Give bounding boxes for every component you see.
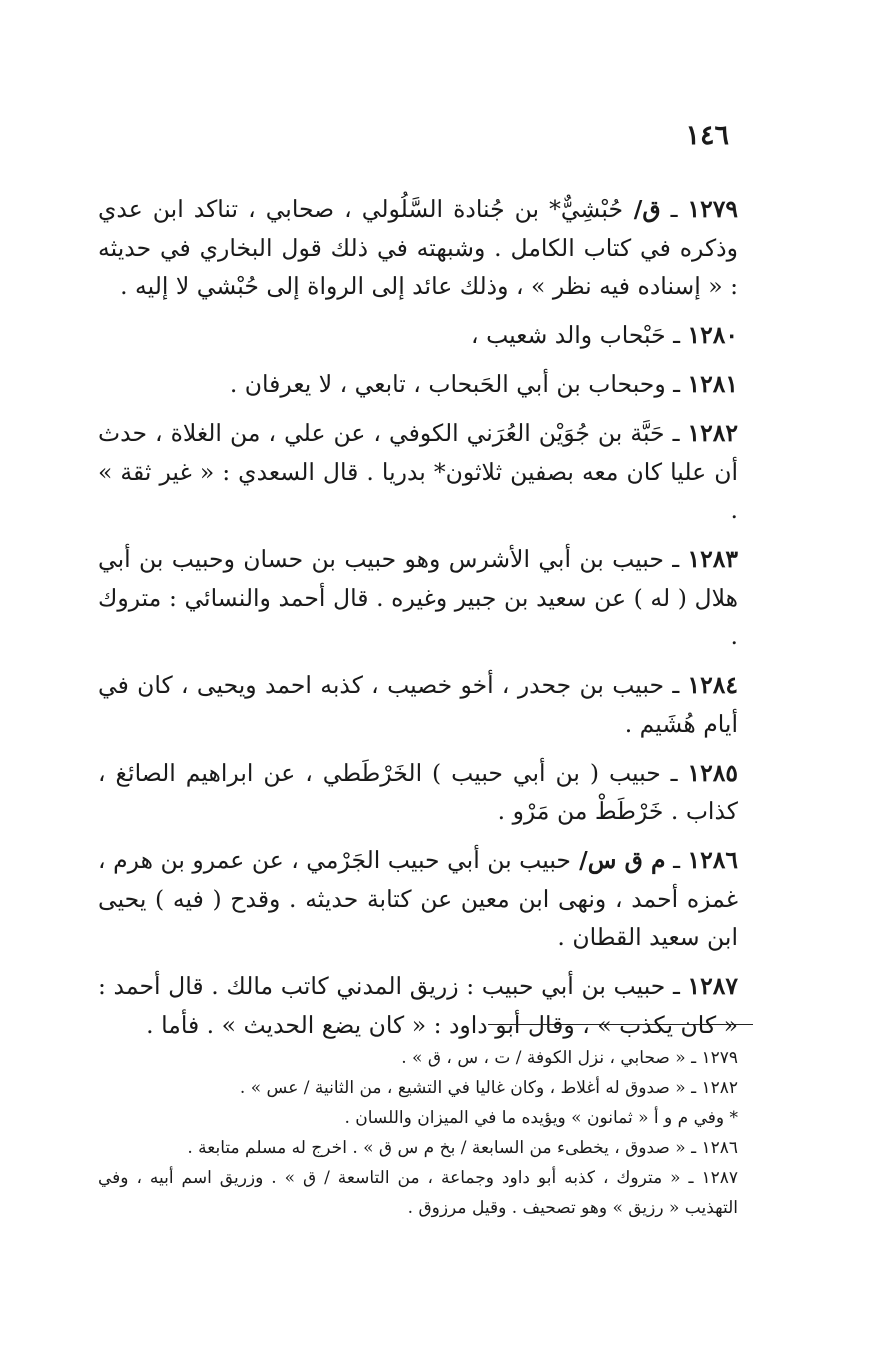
entry-text: حبيب ( بن أبي حبيب ) الخَرْطَطي ، عن ابراهيم الصائغ ، كذاب . خَرْطَطْ من مَرْو . — [98, 758, 738, 825]
footnote-divider — [488, 1024, 753, 1025]
entry-text: حبيب بن جحدر ، أخو خصيب ، كذبه احمد ويحيى ، كان في أيام هُشَيم . — [98, 671, 738, 738]
entry-1279 — [98, 190, 738, 306]
entry-1284 — [98, 666, 738, 743]
entry-separator: ـ — [665, 370, 688, 398]
entry-1287 — [98, 967, 738, 1044]
entries-list — [98, 190, 738, 1055]
footnote: * وفي م و أ « ثمانون » ويؤيده ما في الميزان واللسان . — [344, 1108, 738, 1128]
entry-number: ١٢٨٣ — [687, 545, 738, 573]
footnotes — [98, 1043, 738, 1223]
entry-separator: ـ — [660, 195, 688, 223]
entry-text: حَبْحاب والد شعيب ، — [471, 321, 666, 349]
entry-number: ١٢٨٥ — [687, 758, 738, 787]
entry-separator: ـ — [663, 545, 688, 573]
entry-separator: ـ — [665, 846, 688, 874]
entry-number: ١٢٨٧ — [687, 972, 739, 1000]
entry-separator: ـ — [665, 321, 688, 349]
entry-separator: ـ — [665, 972, 688, 1000]
entry-number: ١٢٨٤ — [687, 671, 738, 699]
footnote: ١٢٨٢ ـ « صدوق له أغلاط ، وكان غاليا في التشيع ، من الثانية / عس » . — [239, 1078, 738, 1098]
entry-text: حَبَّة بن جُوَيْن العُرَني الكوفي ، عن علي ، من الغلاة ، حدث أن عليا كان معه بصفين ثلاثون* بدريا . قال السعدي : « غير ثقة » . — [98, 419, 738, 524]
footnote: ١٢٨٧ ـ « متروك ، كذبه أبو داود وجماعة ، من التاسعة / ق » . وزريق اسم أبيه ، وفي التهذيب « رزيق » وهو تصحيف . وقيل مرزوق . — [98, 1168, 738, 1218]
entry-separator: ـ — [660, 758, 688, 787]
footnote: ١٢٨٦ ـ « صدوق ، يخطىء من السابعة / بخ م س ق » . اخرج له مسلم متابعة . — [187, 1138, 738, 1158]
entry-1282 — [98, 414, 738, 530]
footnote: ١٢٧٩ ـ « صحابي ، نزل الكوفة / ت ، س ، ق » . — [401, 1048, 738, 1068]
entry-1283 — [98, 540, 738, 656]
entry-text: وحبحاب بن أبي الحَبحاب ، تابعي ، لا يعرفان . — [229, 370, 666, 398]
entry-number: ١٢٨٢ — [687, 419, 738, 447]
entry-separator: ـ — [664, 671, 688, 699]
entry-text: حبيب بن أبي حبيب الجَرْمي ، عن عمرو بن هرم ، غمزه أحمد ، ونهى ابن معين عن كتابة حديثه . وقدح ( فيه ) يحيى ابن سعيد القطان . — [98, 846, 738, 951]
entry-text: حبيب بن أبي حبيب : زريق المدني كاتب مالك . قال أحمد : « كان يكذب » ، وقال أبو داود : « كان يضع الحديث » . فأما . — [98, 972, 738, 1039]
entry-code: ق/ — [623, 195, 661, 223]
entry-number: ١٢٨٠ — [687, 321, 738, 349]
entry-number: ١٢٧٩ — [687, 195, 739, 223]
entry-number: ١٢٨١ — [687, 370, 738, 398]
entry-1286 — [98, 841, 738, 957]
entry-number: ١٢٨٦ — [687, 846, 738, 874]
entry-1281 — [98, 365, 738, 404]
entry-1280 — [98, 316, 738, 355]
page-number: ١٤٦ — [685, 120, 729, 151]
entry-separator: ـ — [664, 419, 688, 447]
entry-code: م ق س/ — [570, 846, 666, 874]
entry-text: حبيب بن أبي الأشرس وهو حبيب بن حسان وحبيب بن أبي هلال ( له ) عن سعيد بن جبير وغيره . قال أحمد والنسائي : متروك . — [98, 545, 738, 650]
entry-text: حُبْشِيٌّ* بن جُنادة السَّلُولي ، صحابي ، تناكد ابن عدي وذكره في كتاب الكامل . وشبهته في ذلك قول البخاري في حديثه : « إسناده فيه نظر » ، وذلك عائد إلى الرواة إلى حُبْشي لا إليه . — [98, 195, 738, 300]
entry-1285 — [98, 754, 738, 831]
